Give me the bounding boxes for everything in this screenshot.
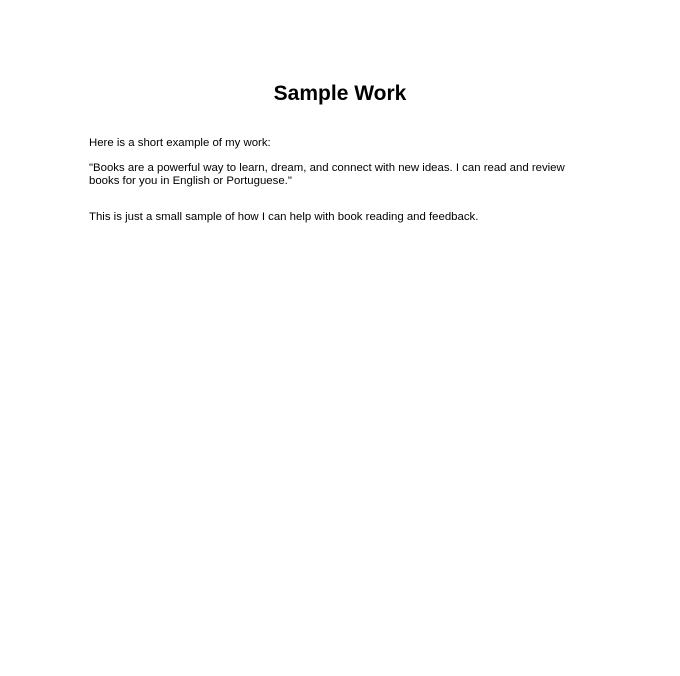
intro-paragraph: Here is a short example of my work:: [89, 137, 271, 149]
sample-quote: "Books are a powerful way to learn, dream, and connect with new ideas. I can read and review books for you in English or Portuguese.": [89, 162, 565, 187]
page-title: Sample Work: [273, 82, 407, 105]
closing-paragraph: This is just a small sample of how I can help with book reading and feedback.: [89, 211, 479, 223]
